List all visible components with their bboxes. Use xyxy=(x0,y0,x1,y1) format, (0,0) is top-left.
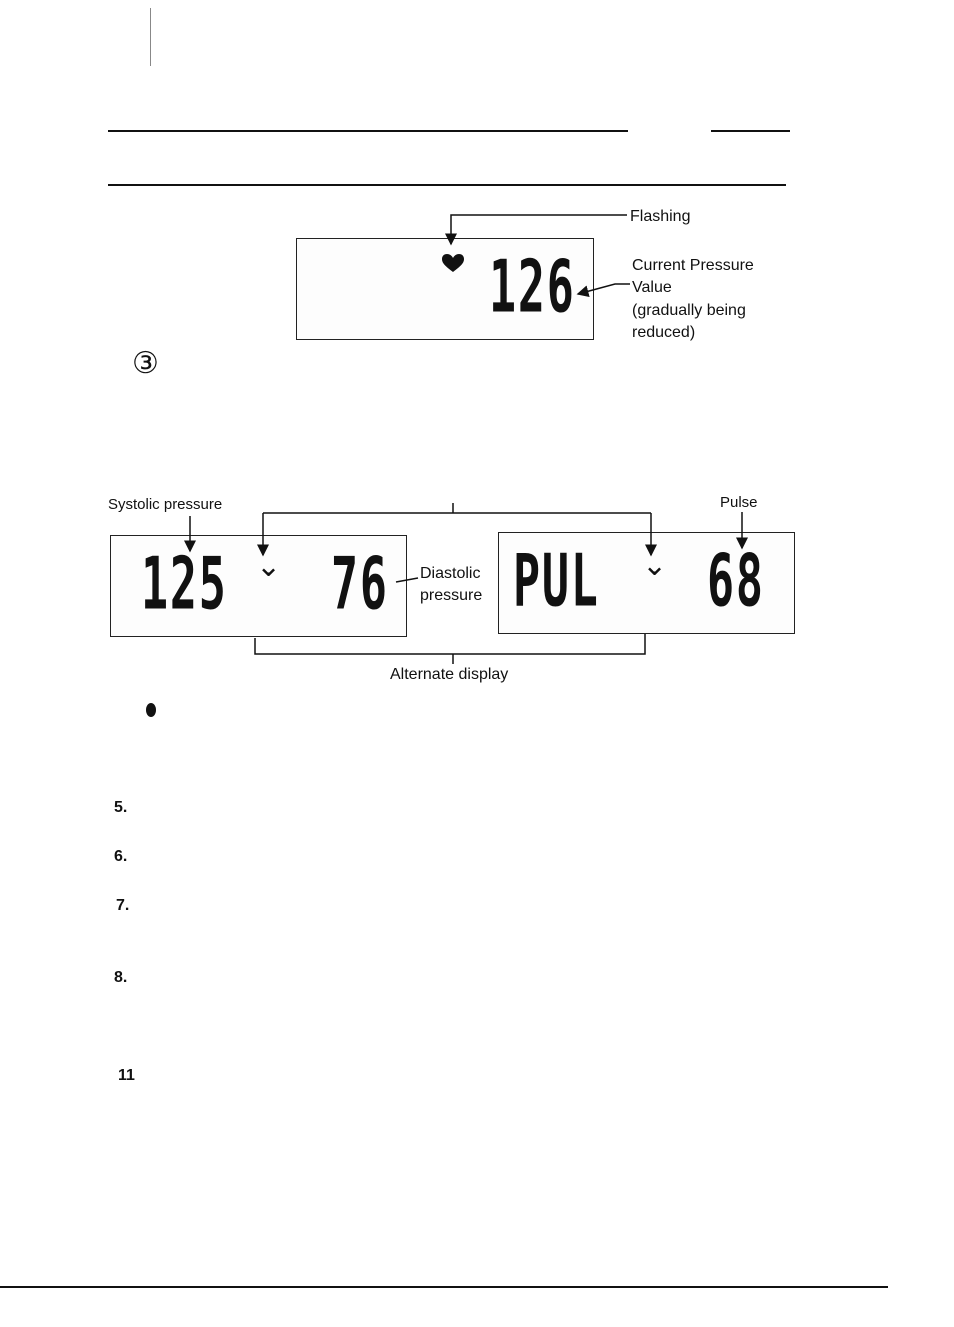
current-pressure-label-line1: Current Pressure xyxy=(632,257,754,274)
page-number: 11 xyxy=(118,1067,135,1084)
step-marker-circled-3: ③ xyxy=(132,347,159,380)
current-pressure-label-line4: reduced) xyxy=(632,324,696,341)
step-7-number: 7. xyxy=(116,897,130,914)
pulse-value: 68 xyxy=(707,539,765,624)
flashing-leader xyxy=(451,215,627,244)
pulse-label: Pulse xyxy=(720,494,758,511)
step-6-number: 6. xyxy=(114,848,128,865)
mark-check-icon: ⌄ xyxy=(642,549,668,582)
diastolic-label-line2: pressure xyxy=(420,587,483,604)
diastolic-leader xyxy=(396,578,418,582)
systolic-value: 125 xyxy=(141,542,228,627)
alternate-bracket xyxy=(255,634,645,654)
current-pressure-label-line2: Value xyxy=(632,279,672,296)
flashing-label: Flashing xyxy=(630,208,691,225)
mark-check-icon: ⌄ xyxy=(256,550,282,583)
diastolic-value: 76 xyxy=(331,542,389,627)
step-5-number: 5. xyxy=(114,799,128,816)
current-pressure-leader xyxy=(578,284,630,294)
current-pressure-label-line3: (gradually being xyxy=(632,302,746,319)
diastolic-label-line1: Diastolic xyxy=(420,565,481,582)
pul-text: PUL xyxy=(513,539,600,624)
systolic-pressure-label: Systolic pressure xyxy=(108,496,223,513)
step-8-number: 8. xyxy=(114,969,128,986)
alternate-display-label: Alternate display xyxy=(390,666,509,683)
current-pressure-reading: 126 xyxy=(489,245,576,330)
